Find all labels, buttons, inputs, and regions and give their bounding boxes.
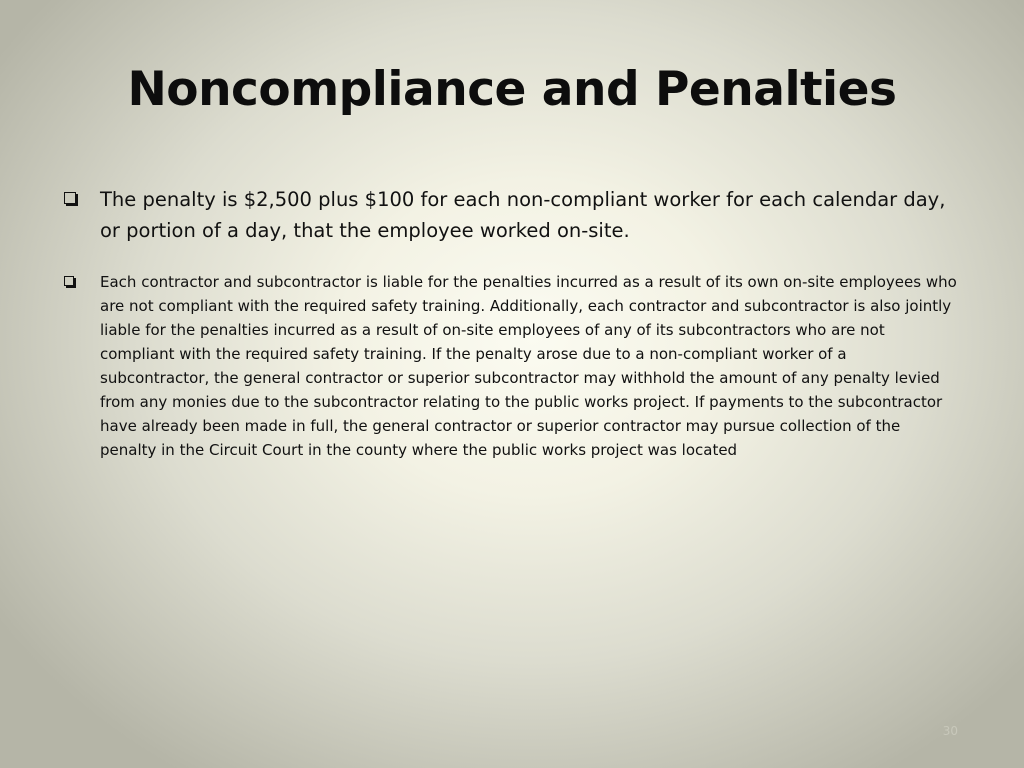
slide-number: 30: [942, 724, 958, 738]
slide-title: Noncompliance and Penalties: [127, 62, 897, 117]
bullet-item: [62, 270, 957, 462]
checkbox-square-icon: [64, 192, 76, 204]
checkbox-square-icon: [64, 276, 74, 286]
bullet-text: The penalty is $2,500 plus $100 for each non-compliant worker for each calendar day, or portion of a day, that the employee worked on-site.: [100, 188, 946, 242]
bullet-text: Each contractor and subcontractor is liable for the penalties incurred as a result of its own on-site employees who are not compliant with the required safety training. Additionally, each contractor and subcontractor is also jointly liable for the penalties incurred as a result of on-site employees of any of its subcontractors who are not compliant with the required safety training. If the penalty arose due to a non-compliant worker of a subcontractor, the general contractor or superior subcontractor may withhold the amount of any penalty levied from any monies due to the subcontractor relating to the public works project. If payments to the subcontractor have already been made in full, the general contractor or superior contractor may pursue collection of the penalty in the Circuit Court in the county where the public works project was located: [100, 273, 957, 459]
bullet-list: [62, 184, 957, 462]
bullet-item: [62, 184, 957, 246]
